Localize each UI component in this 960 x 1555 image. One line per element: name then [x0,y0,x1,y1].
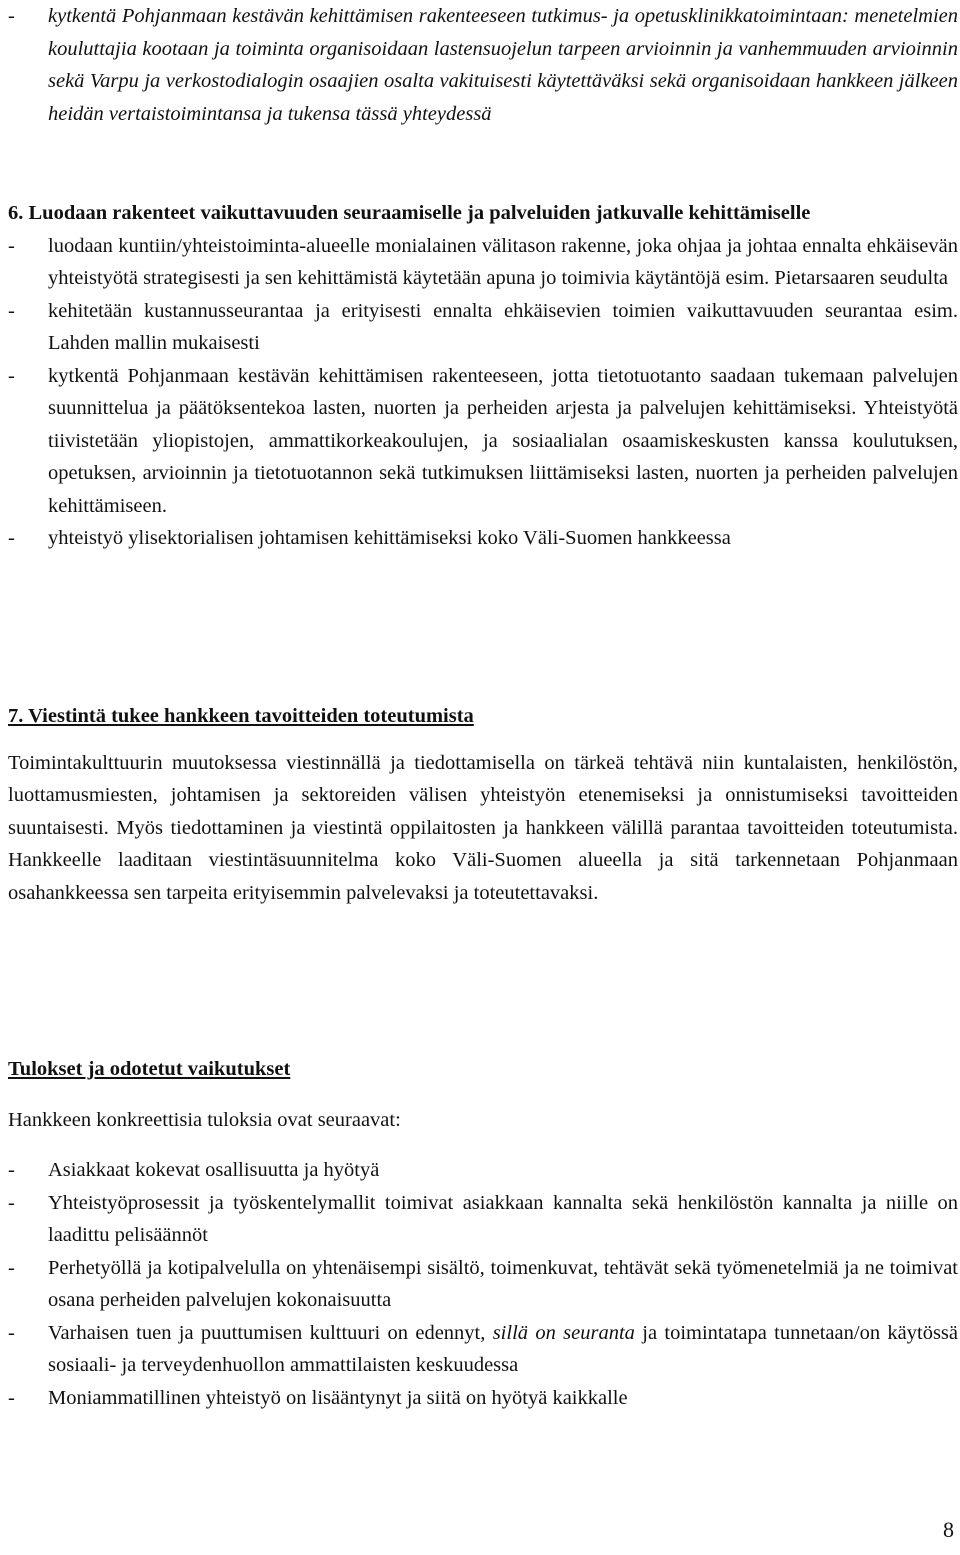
list-dash: - [8,364,15,387]
list-item-text: Asiakkaat kokevat osallisuutta ja hyötyä [48,1159,380,1181]
list-item-text: kytkentä Pohjanmaan kestävän kehittämisen rakenteeseen, jotta tietotuotanto saadaan tukemaan palvelujen suunnittelua ja päätöksentekoa lasten, nuorten ja perheiden arjesta ja palvelujen kehittämiseksi. Yhteistyötä tiivistetään yliopistojen, ammattikorkeakoulujen, ja sosiaalialan osaamiskeskusten kanssa koulutuksen, opetuksen, arvioinnin ja tietotuotannon sekä tutkimuksen liittämiseksi lasten, nuorten ja perheiden palvelujen kehittämiseen. [48,364,958,517]
list-dash: - [8,5,15,27]
list-item [8,360,958,523]
list-item [8,1187,958,1252]
intro-list-item [8,0,958,130]
section-6 [8,197,958,555]
list-item-text: yhteistyö ylisektorialisen johtamisen kehittämiseksi koko Väli-Suomen hankkeessa [48,527,731,549]
list-item [8,1317,958,1382]
section-7-heading: 7. Viestintä tukee hankkeen tavoitteiden toteutumista [8,705,474,727]
list-dash: - [8,234,15,257]
list-dash: - [8,1159,15,1181]
list-item-text-italic: sillä on seuranta [492,1321,635,1344]
section-6-heading: 6. Luodaan rakenteet vaikuttavuuden seuraamiselle ja palveluiden jatkuvalle kehittämiselle [8,202,811,224]
list-dash: - [8,1256,15,1279]
list-item-text: luodaan kuntiin/yhteistoiminta-alueelle monialainen välitason rakenne, joka ohjaa ja johtaa ennalta ehkäisevän yhteistyötä strategisesti ja sen kehittämistä käytetään apuna jo toimivia käytäntöjä esim. Pietarsaaren seudulta [48,234,958,289]
list-dash: - [8,299,15,322]
results-intro: Hankkeen konkreettisia tuloksia ovat seuraavat: [8,1108,401,1131]
intro-bullet-text: kytkentä Pohjanmaan kestävän kehittämisen rakenteeseen tutkimus- ja opetusklinikkatoimintaan: menetelmien kouluttajia kootaan ja toiminta organisoidaan lastensuojelun tarpeen arvioinnin ja vanhemmuuden arvioinnin sekä Varpu ja verkostodialogin osaajien osalta vakituisesti käytettäväksi sekä organisoidaan hankkeen jälkeen heidän vertaistoimintansa ja tukensa tässä yhteydessä [48,5,958,125]
list-dash: - [8,1191,15,1214]
list-item [8,1252,958,1317]
list-item [8,522,958,555]
list-item-text: Perhetyöllä ja kotipalvelulla on yhtenäisempi sisältö, toimenkuvat, tehtävät sekä työmenetelmiä ja ne toimivat osana perheiden palvelujen kokonaisuutta [48,1256,958,1311]
list-item [8,230,958,295]
page-number: 8 [943,1517,954,1542]
list-item-text-after: ja toimintatapa tunnetaan/on käytössä sosiaali- ja terveydenhuollon ammattilaisten keskuudessa [48,1321,958,1376]
list-item-text: kehitetään kustannusseurantaa ja erityisesti ennalta ehkäisevien toimien vaikuttavuuden seurantaa esim. Lahden mallin mukaisesti [48,299,958,354]
list-item-text: Yhteistyöprosessit ja työskentelymallit toimivat asiakkaan kannalta sekä henkilöstön kannalta ja niille on laadittu pelisäännöt [48,1191,958,1246]
list-dash: - [8,527,15,549]
results-section [8,1053,958,1414]
list-dash: - [8,1321,15,1344]
section-7-paragraph: Toimintakulttuurin muutoksessa viestinnällä ja tiedottamisella on tärkeä tehtävä niin kuntalaisten, henkilöstön, luottamusmiesten, johtamisen ja sektoreiden välisen yhteistyön etenemiseksi ja onnistumiseksi tavoitteiden suuntaisesti. Myös tiedottaminen ja viestintä oppilaitosten ja hankkeen välillä parantaa tavoitteiden toteutumista. Hankkeelle laaditaan viestintäsuunnitelma koko Väli-Suomen alueella ja sitä tarkennetaan Pohjanmaan osahankkeessa sen tarpeita erityisemmin palvelevaksi ja toteutettavaksi. [8,751,958,904]
intro-section [8,0,958,130]
results-heading: Tulokset ja odotetut vaikutukset [8,1058,291,1080]
list-dash: - [8,1386,15,1409]
list-item [8,1154,958,1187]
list-item [8,295,958,360]
list-item-text: Moniammatillinen yhteistyö on lisääntynyt ja siitä on hyötyä kaikkalle [48,1386,628,1409]
list-item-text-before: Varhaisen tuen ja puuttumisen kulttuuri on edennyt, [48,1321,486,1344]
list-item [8,1382,958,1415]
section-7 [8,700,958,909]
